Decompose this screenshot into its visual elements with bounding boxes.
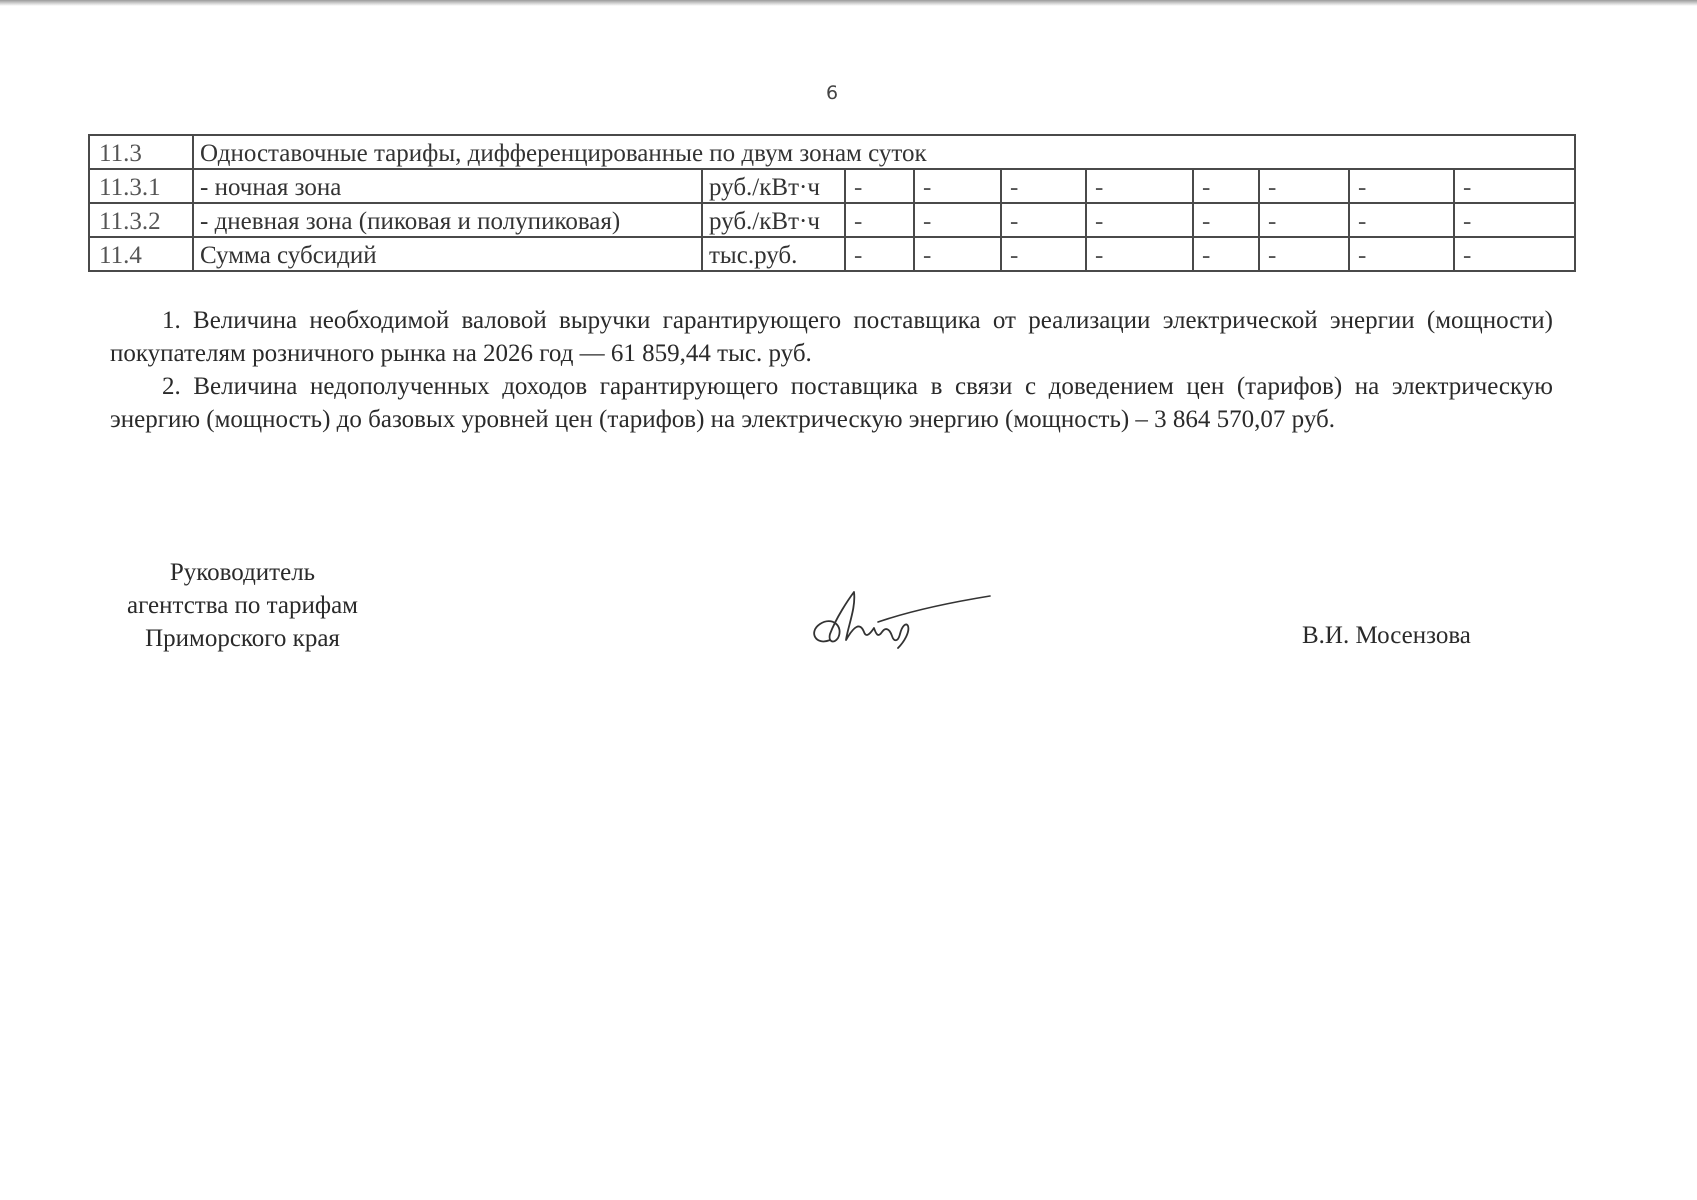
table-row bbox=[89, 237, 1575, 271]
value-cell: - bbox=[914, 237, 1001, 271]
row-code: 11.3 bbox=[89, 135, 193, 169]
position-line: Руководитель bbox=[169, 559, 316, 586]
value-cell: - bbox=[1454, 169, 1575, 203]
value-cell: - bbox=[1349, 169, 1454, 203]
row-name: - дневная зона (пиковая и полупиковая) bbox=[193, 203, 702, 237]
value-cell: - bbox=[1086, 203, 1193, 237]
signatory-position bbox=[100, 556, 385, 655]
table-row bbox=[89, 169, 1575, 203]
value-cell: - bbox=[1001, 203, 1086, 237]
row-name: - ночная зона bbox=[193, 169, 702, 203]
row-name: Сумма субсидий bbox=[193, 237, 702, 271]
table-row bbox=[89, 135, 1575, 169]
value-cell: - bbox=[1454, 203, 1575, 237]
value-cell: - bbox=[1193, 203, 1259, 237]
paragraph-lost-income bbox=[110, 370, 1553, 436]
value-cell: - bbox=[1086, 169, 1193, 203]
value-cell: - bbox=[914, 203, 1001, 237]
row-unit: руб./кВт·ч bbox=[702, 169, 845, 203]
value-cell: - bbox=[1193, 169, 1259, 203]
table-row bbox=[89, 203, 1575, 237]
signatory-name: В.И. Мосензова bbox=[1302, 622, 1471, 649]
tariff-table bbox=[88, 134, 1576, 272]
position-line: Приморского края bbox=[145, 625, 340, 652]
page-number: 6 bbox=[825, 82, 839, 104]
row-code: 11.4 bbox=[89, 237, 193, 271]
value-cell: - bbox=[1193, 237, 1259, 271]
value-cell: - bbox=[1001, 237, 1086, 271]
value-cell: - bbox=[1259, 203, 1349, 237]
position-line: агентства по тарифам bbox=[126, 592, 359, 619]
value-cell: - bbox=[845, 237, 914, 271]
paragraph-text: 1. Величина необходимой валовой выручки гарантирующего поставщика от реализации электрической энергии (мощности) покупателям розничного рынка на 2026 год — 61 859,44 тыс. руб. bbox=[110, 307, 1553, 367]
value-cell: - bbox=[1001, 169, 1086, 203]
scan-edge bbox=[0, 0, 1697, 6]
handwritten-signature bbox=[808, 582, 993, 652]
value-cell: - bbox=[1349, 237, 1454, 271]
row-name: Одноставочные тарифы, дифференцированные по двум зонам суток bbox=[193, 135, 1575, 169]
value-cell: - bbox=[1259, 237, 1349, 271]
value-cell: - bbox=[1086, 237, 1193, 271]
paragraph-revenue bbox=[110, 304, 1553, 370]
value-cell: - bbox=[845, 169, 914, 203]
value-cell: - bbox=[1349, 203, 1454, 237]
row-unit: тыс.руб. bbox=[702, 237, 845, 271]
value-cell: - bbox=[1259, 169, 1349, 203]
paragraph-text: 2. Величина недополученных доходов гарантирующего поставщика в связи с доведением цен (тарифов) на электрическую энергию (мощность) до базовых уровней цен (тарифов) на электрическую энергию (мощность) – 3 864 570,07 руб. bbox=[110, 373, 1553, 433]
value-cell: - bbox=[914, 169, 1001, 203]
value-cell: - bbox=[845, 203, 914, 237]
row-unit: руб./кВт·ч bbox=[702, 203, 845, 237]
row-code: 11.3.2 bbox=[89, 203, 193, 237]
row-code: 11.3.1 bbox=[89, 169, 193, 203]
value-cell: - bbox=[1454, 237, 1575, 271]
